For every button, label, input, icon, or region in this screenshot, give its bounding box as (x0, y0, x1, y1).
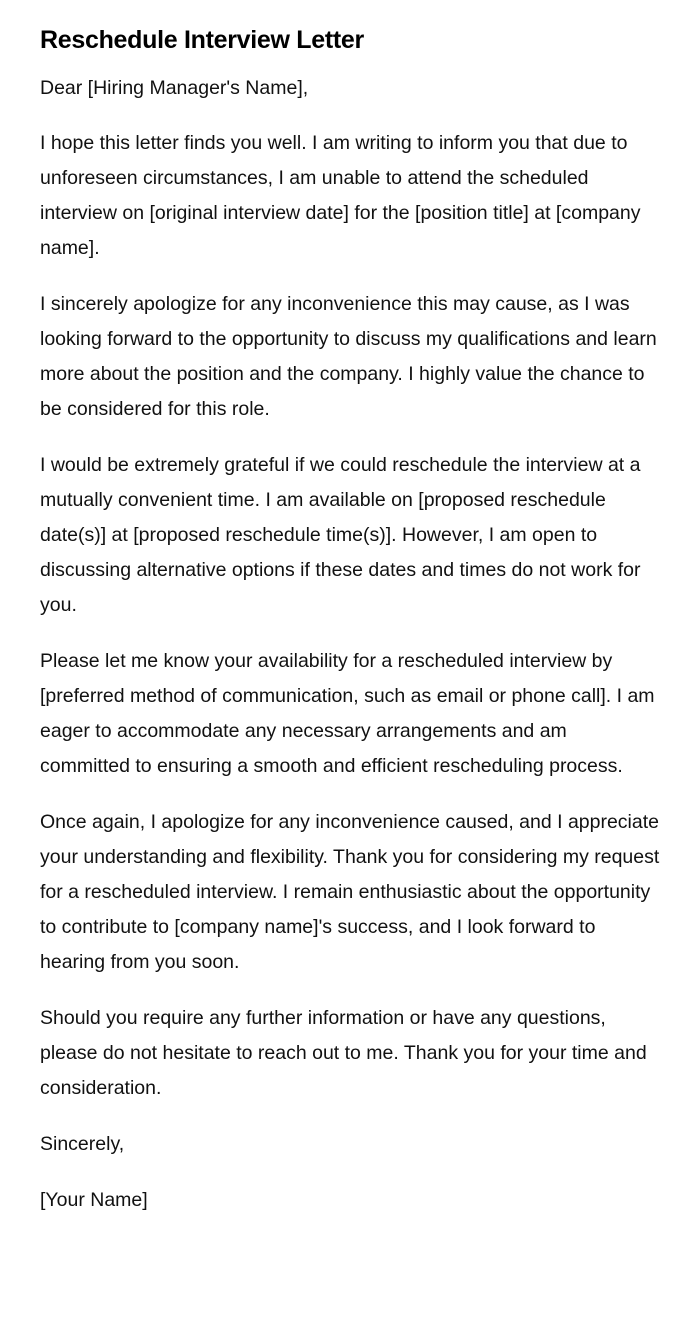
letter-signature: [Your Name] (40, 1189, 148, 1211)
letter-paragraph-4: Please let me know your availability for a rescheduled interview by [preferred method of communication, such as email or phone call]. I am eager to accommodate any necessary arrangements and am committed to ensuring a smooth and efficient rescheduling process. (40, 650, 655, 777)
letter-paragraph-1: I hope this letter finds you well. I am writing to inform you that due to unforeseen circumstances, I am unable to attend the scheduled interview on [original interview date] for the [position title] at [company name]. (40, 132, 641, 259)
letter-paragraph-5: Once again, I apologize for any inconvenience caused, and I appreciate your understanding and flexibility. Thank you for considering my request for a rescheduled interview. I remain enthusiastic about the opportunity to contribute to [company name]'s success, and I look forward to hearing from you soon. (40, 811, 660, 973)
letter-title: Reschedule Interview Letter (40, 26, 364, 54)
letter-greeting: Dear [Hiring Manager's Name], (40, 77, 309, 99)
letter-paragraph-3: I would be extremely grateful if we could reschedule the interview at a mutually convenient time. I am available on [proposed reschedule date(s)] at [proposed reschedule time(s)]. However, I am open to discussing alternative options if these dates and times do not work for you. (40, 454, 641, 616)
letter-closing: Sincerely, (40, 1133, 125, 1155)
letter-paragraph-6: Should you require any further information or have any questions, please do not hesitate to reach out to me. Thank you for your time and consideration. (40, 1007, 647, 1099)
letter-paragraph-2: I sincerely apologize for any inconvenience this may cause, as I was looking forward to the opportunity to discuss my qualifications and learn more about the position and the company. I highly value the chance to be considered for this role. (40, 293, 657, 420)
